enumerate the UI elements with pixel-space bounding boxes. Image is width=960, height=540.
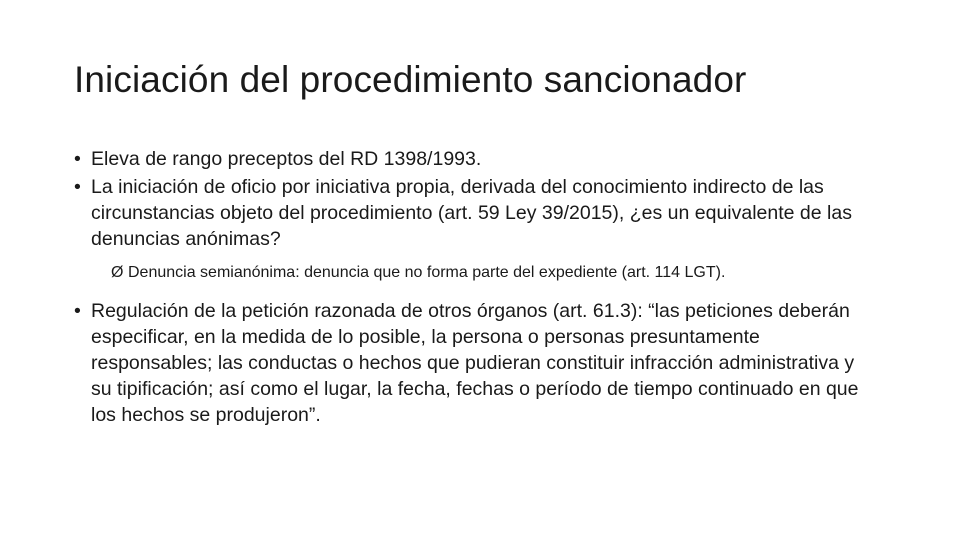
bullet-text: Eleva de rango preceptos del RD 1398/1993.: [91, 148, 482, 170]
bullet-dot-icon: •: [74, 148, 81, 170]
slide-title: Iniciación del procedimiento sancionador: [74, 59, 747, 100]
bullet-dot-icon: •: [74, 300, 81, 322]
bullet-text: Regulación de la petición razonada de otros órganos (art. 61.3): “las peticiones deberán especificar, en la medida de lo posible, la persona o personas presuntamente responsables; las conductas o hechos que pudieran constituir infracción administrativa y su tipificación; así como el lugar, la fecha, fechas o período de tiempo continuado en que los hechos se produjeron”.: [91, 300, 859, 426]
sub-bullet-text: Denuncia semianónima: denuncia que no forma parte del expediente (art. 114 LGT).: [128, 264, 726, 281]
bullet-item: [74, 174, 874, 252]
bullet-dot-icon: •: [74, 176, 81, 198]
bullet-text: La iniciación de oficio por iniciativa propia, derivada del conocimiento indirecto de las circunstancias objeto del procedimiento (art. 59 Ley 39/2015), ¿es un equivalente de las denuncias anónimas?: [91, 176, 852, 250]
bullet-item: [74, 146, 874, 172]
bullet-item: [74, 298, 874, 428]
sub-bullet-item: [74, 262, 874, 284]
slide-body: [74, 146, 874, 430]
arrow-bullet-icon: Ø: [111, 264, 124, 281]
